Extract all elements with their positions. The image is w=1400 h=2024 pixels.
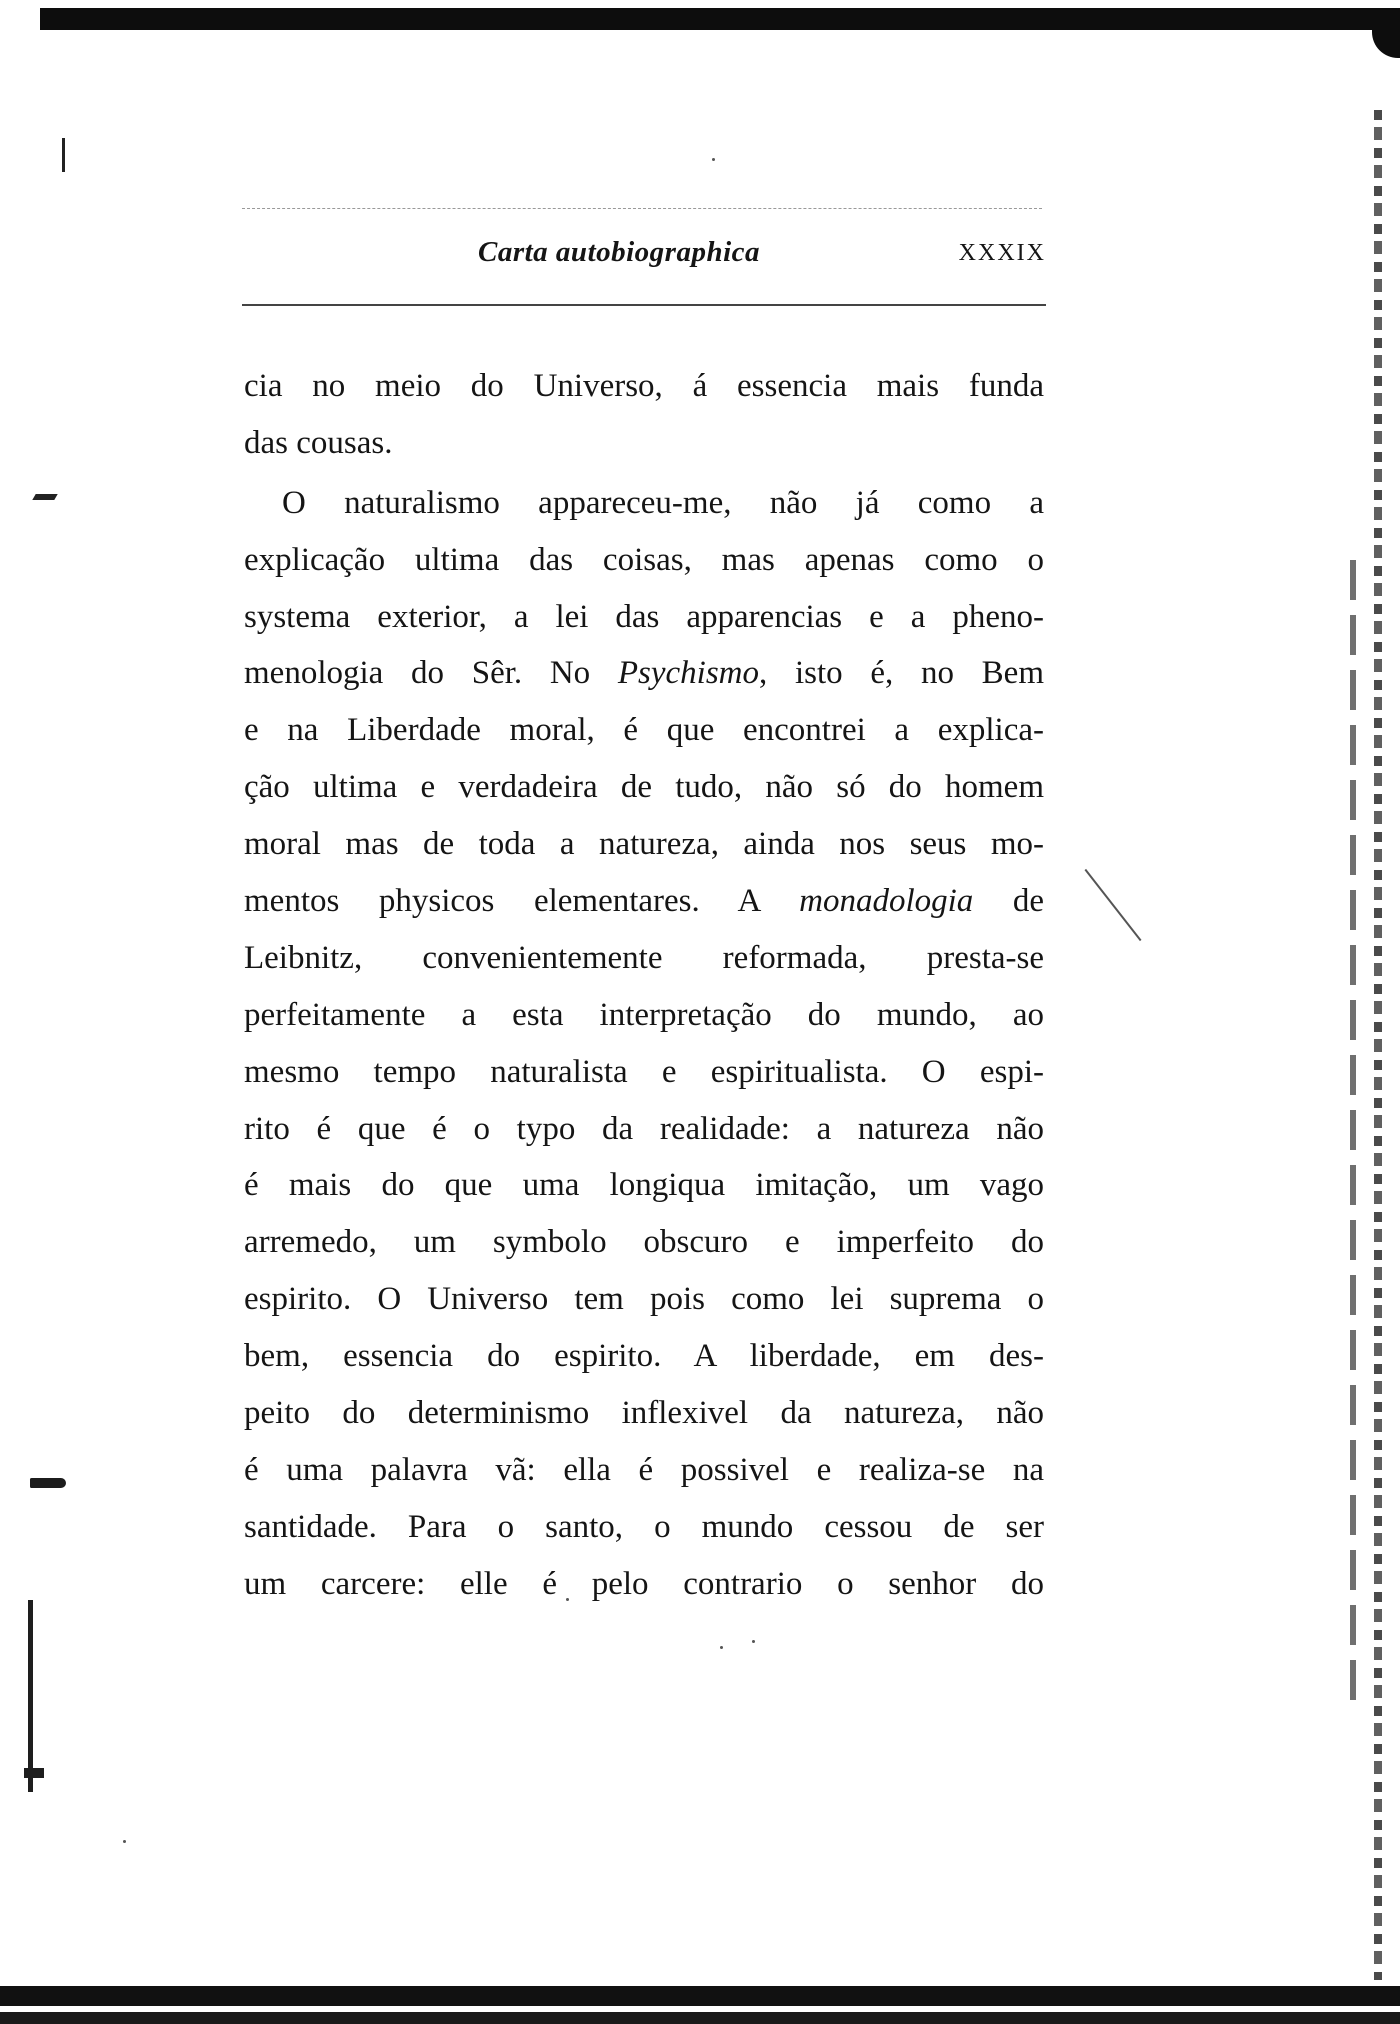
text-line: perfeitamente a esta interpretação do mundo, ao	[244, 996, 1044, 1033]
text-line: é uma palavra vã: ella é possivel e realiza-se na	[244, 1451, 1044, 1488]
text-run: , isto é, no Bem	[759, 655, 1044, 692]
scan-margin-rule	[28, 1600, 33, 1792]
text-line: mesmo tempo naturalista e espiritualista. O espi-	[244, 1053, 1044, 1090]
text-line: arremedo, um symbolo obscuro e imperfeito do	[244, 1224, 1044, 1261]
scan-bottom-border	[0, 2012, 1400, 2024]
text-line: O naturalismo appareceu-me, não já como a	[282, 484, 1044, 521]
text-line: peito do determinismo inflexivel da natureza, não	[244, 1395, 1044, 1432]
text-line: santidade. Para o santo, o mundo cessou de ser	[244, 1508, 1044, 1545]
scan-binding-edge	[1374, 110, 1382, 1980]
scan-speck	[752, 1640, 755, 1643]
header-rule-top	[242, 208, 1042, 209]
running-head	[242, 236, 1046, 280]
scan-speck	[712, 158, 715, 161]
text-line: explicação ultima das coisas, mas apenas como o	[244, 541, 1044, 578]
scan-margin-mark	[30, 1478, 66, 1488]
text-run: menologia do Sêr. No	[244, 655, 618, 692]
scan-speck	[720, 1646, 723, 1649]
header-rule-bottom	[242, 304, 1046, 306]
text-line: systema exterior, a lei das apparencias e a pheno-	[244, 598, 1044, 635]
scan-stray-stroke	[1085, 869, 1142, 941]
scan-binding-shadow	[1350, 560, 1356, 1710]
scan-margin-mark	[32, 494, 57, 500]
text-run: de	[973, 883, 1044, 920]
text-line: rito é que é o typo da realidade: a natureza não	[244, 1110, 1044, 1147]
text-line: espirito. O Universo tem pois como lei suprema o	[244, 1281, 1044, 1318]
text-line: Leibnitz, convenientemente reformada, presta-se	[244, 939, 1044, 976]
text-line: é mais do que uma longiqua imitação, um vago	[244, 1167, 1044, 1204]
text-line	[244, 873, 1044, 930]
body-text	[244, 358, 1044, 1613]
italic-term: Psychismo	[617, 655, 760, 692]
text-line	[244, 645, 1044, 702]
text-line: e na Liberdade moral, é que encontrei a explica-	[244, 712, 1044, 749]
text-line: das cousas.	[244, 424, 393, 461]
scan-bottom-border	[0, 1986, 1400, 2006]
running-title: Carta autobiographica	[478, 236, 761, 268]
scan-top-corner	[1372, 18, 1400, 58]
text-line: ção ultima e verdadeira de tudo, não só do homem	[244, 769, 1044, 806]
scan-margin-rule-foot	[24, 1768, 44, 1778]
scan-margin-tick	[62, 138, 65, 172]
text-line: cia no meio do Universo, á essencia mais funda	[244, 368, 1044, 404]
text-run: mentos physicos elementares. A	[244, 883, 800, 920]
page-number: XXXIX	[958, 240, 1046, 266]
text-line: moral mas de toda a natureza, ainda nos seus mo-	[244, 826, 1044, 863]
scan-top-border	[40, 8, 1400, 30]
italic-term: monadologia	[799, 883, 974, 920]
scan-speck	[123, 1840, 126, 1843]
text-line: um carcere: elle é pelo contrario o senhor do	[244, 1565, 1044, 1602]
text-line: bem, essencia do espirito. A liberdade, em des-	[244, 1338, 1044, 1375]
